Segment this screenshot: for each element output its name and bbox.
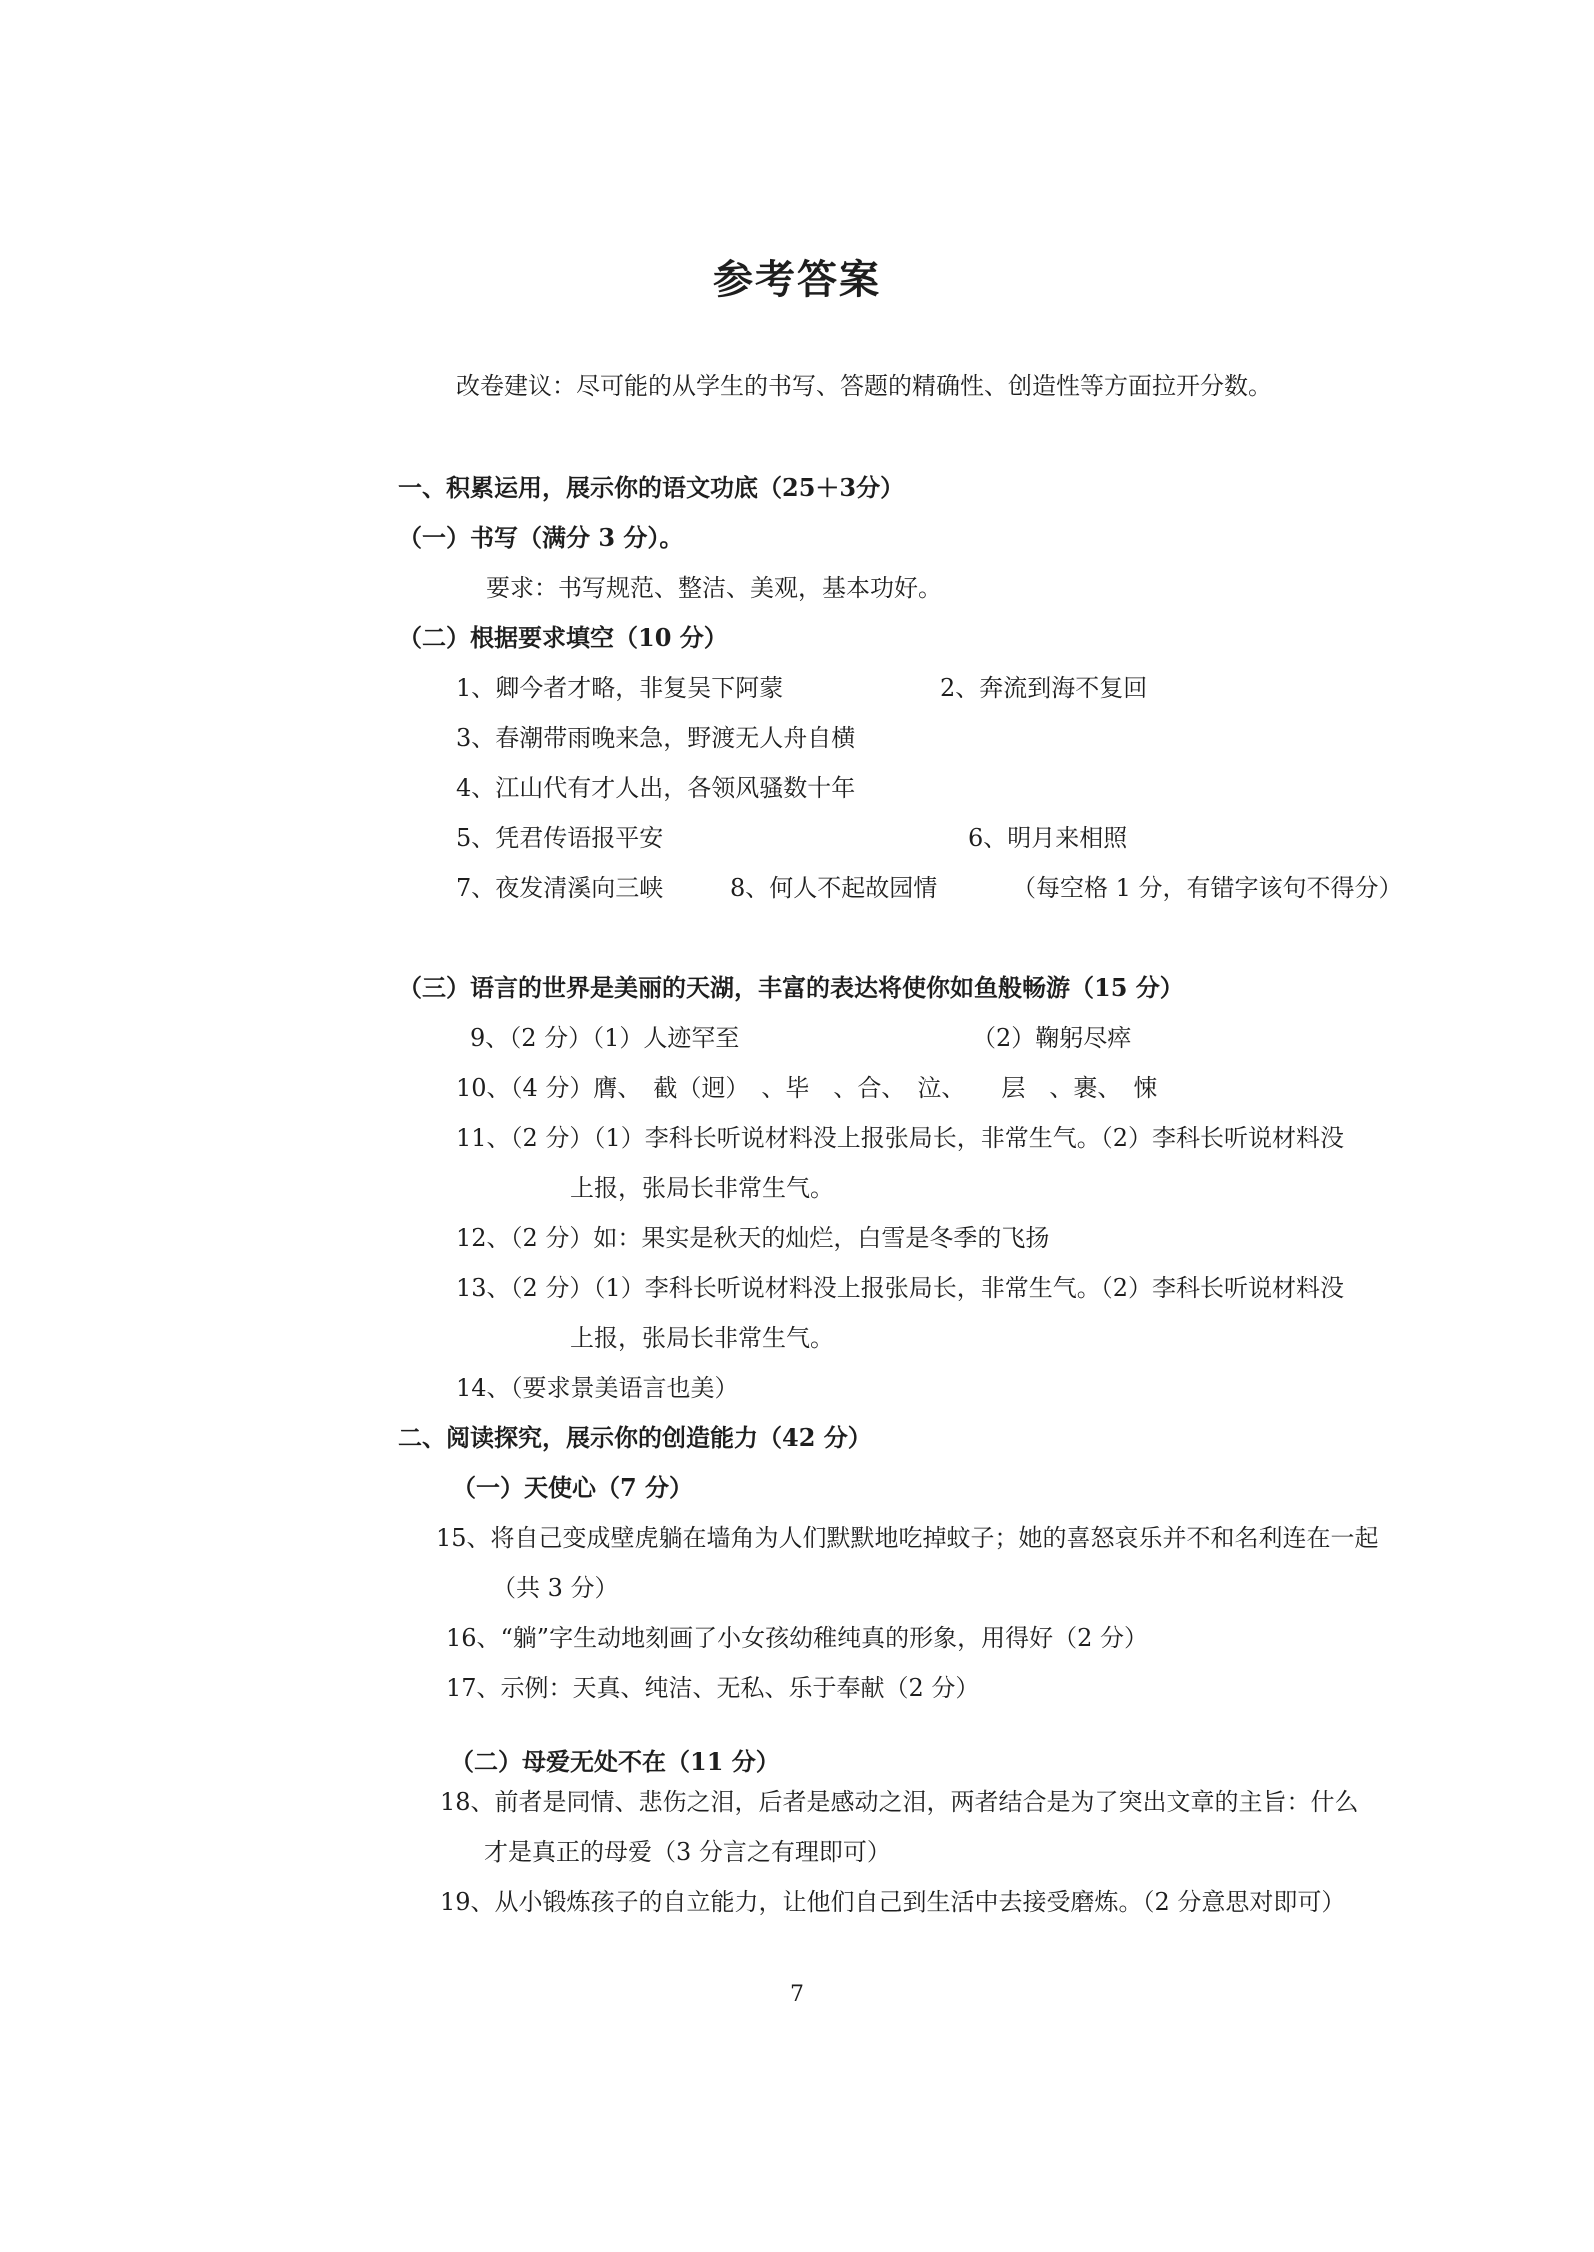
answer-4: 4、江山代有才人出，各领风骚数十年	[456, 774, 856, 802]
question-18-line-1: 18、前者是同情、悲伤之泪，后者是感动之泪，两者结合是为了突出文章的主旨：什么	[440, 1788, 1359, 1816]
section-1-3-heading: （三）语言的世界是美丽的天湖，丰富的表达将使你如鱼般畅游（15 分）	[398, 973, 1184, 1002]
question-18-line-2: 才是真正的母爱（3 分言之有理即可）	[484, 1838, 891, 1866]
question-16: 16、“躺”字生动地刻画了小女孩幼稚纯真的形象，用得好（2 分）	[446, 1624, 1148, 1652]
question-13-line-2: 上报，张局长非常生气。	[570, 1324, 834, 1352]
section-1-1-requirement: 要求：书写规范、整洁、美观，基本功好。	[486, 574, 942, 602]
question-14: 14、（要求景美语言也美）	[456, 1374, 739, 1402]
answer-8: 8、何人不起故园情	[730, 874, 938, 902]
question-13-line-1: 13、（2 分）（1）李科长听说材料没上报张局长，非常生气。（2）李科长听说材料没	[456, 1274, 1344, 1302]
question-15-line-2: （共 3 分）	[492, 1574, 619, 1602]
question-19: 19、从小锻炼孩子的自立能力，让他们自己到生活中去接受磨炼。（2 分意思对即可）	[440, 1888, 1346, 1916]
answer-6: 6、明月来相照	[968, 824, 1128, 852]
question-9-part-2: （2）鞠躬尽瘁	[972, 1024, 1132, 1052]
question-10: 10、（4 分）膺、 截（迥） 、毕 、合、 泣、 层 、裹、 悚	[456, 1074, 1158, 1102]
page-title: 参考答案	[713, 256, 881, 303]
answer-1: 1、卿今者才略，非复吴下阿蒙	[456, 674, 784, 702]
part-2-heading: 二、阅读探究，展示你的创造能力（42 分）	[398, 1423, 872, 1452]
section-1-2-heading: （二）根据要求填空（10 分）	[398, 623, 728, 652]
question-12: 12、（2 分）如：果实是秋天的灿烂，白雪是冬季的飞扬	[456, 1224, 1050, 1252]
grading-advice: 改卷建议：尽可能的从学生的书写、答题的精确性、创造性等方面拉开分数。	[456, 372, 1272, 400]
question-9-part-1: 9、（2 分）（1）人迹罕至	[470, 1024, 740, 1052]
answer-3: 3、春潮带雨晚来急，野渡无人舟自横	[456, 724, 856, 752]
part-1-heading: 一、积累运用，展示你的语文功底（25＋3分）	[398, 473, 905, 502]
question-11-line-2: 上报，张局长非常生气。	[570, 1174, 834, 1202]
page-number: 7	[790, 1982, 804, 2007]
section-1-1-heading: （一）书写（满分 3 分）。	[398, 523, 684, 552]
question-17: 17、示例：天真、纯洁、无私、乐于奉献（2 分）	[446, 1674, 980, 1702]
answer-2: 2、奔流到海不复回	[940, 674, 1148, 702]
answer-5: 5、凭君传语报平安	[456, 824, 664, 852]
question-11-line-1: 11、（2 分）（1）李科长听说材料没上报张局长，非常生气。（2）李科长听说材料没	[456, 1124, 1344, 1152]
section-2-2-heading: （二）母爱无处不在（11 分）	[450, 1747, 780, 1776]
question-15-line-1: 15、将自己变成壁虎躺在墙角为人们默默地吃掉蚊子；她的喜怒哀乐并不和名利连在一起	[436, 1524, 1379, 1552]
answer-7: 7、夜发清溪向三峡	[456, 874, 664, 902]
scoring-note: （每空格 1 分，有错字该句不得分）	[1012, 874, 1403, 902]
section-2-1-heading: （一）天使心（7 分）	[452, 1473, 694, 1502]
